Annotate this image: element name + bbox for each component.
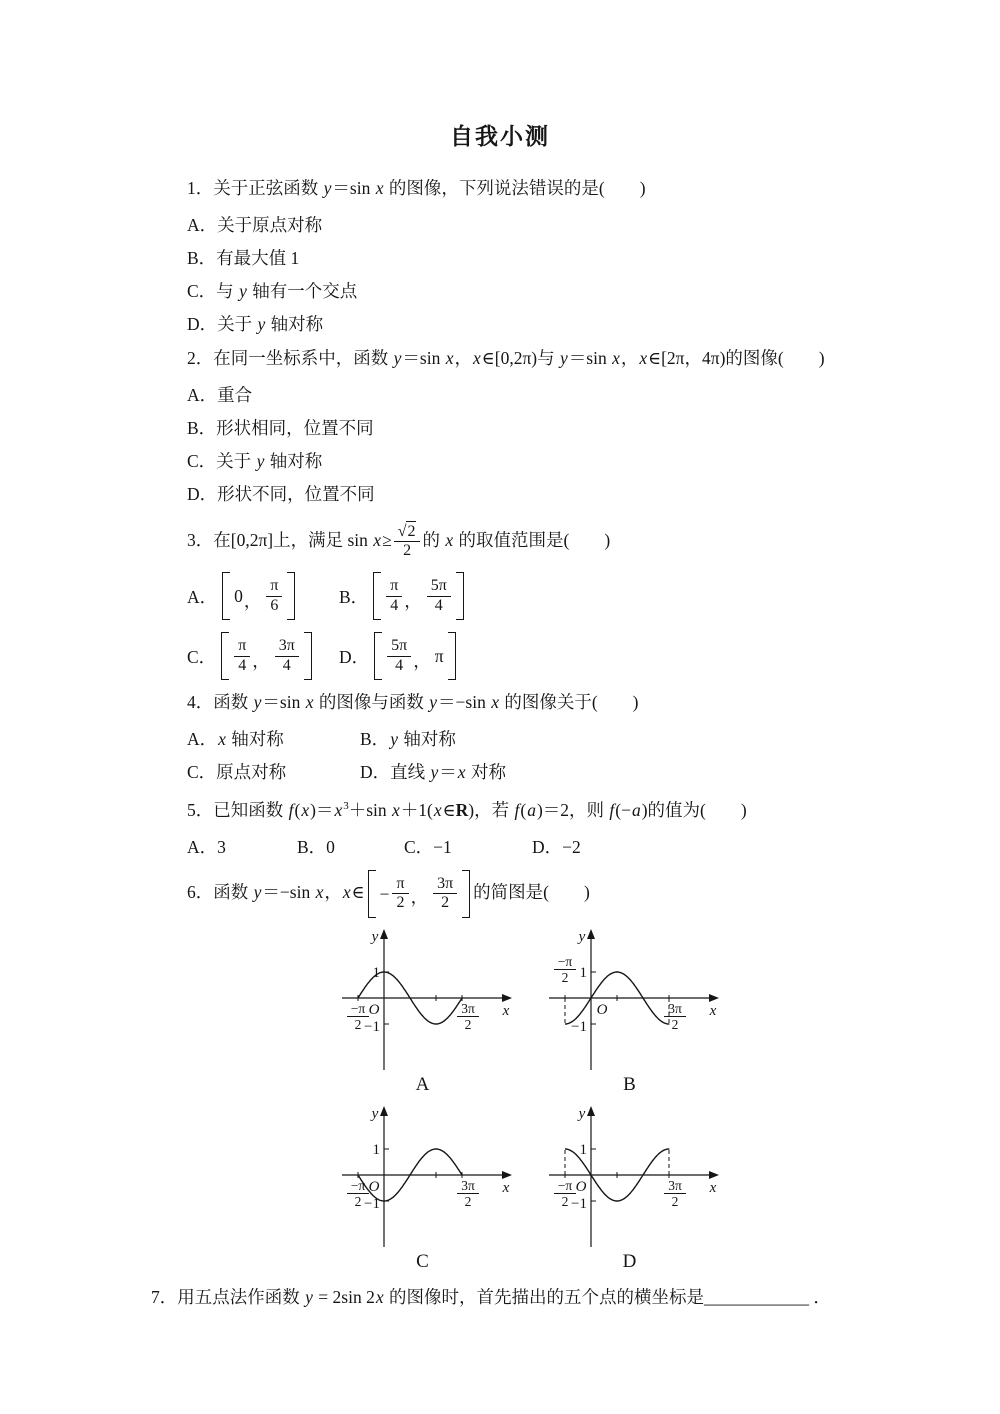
fraction: $\frac{5\pi}{4}$ bbox=[387, 638, 411, 675]
interval-3d: $\frac{5\pi}{4}$ ， π bbox=[374, 632, 455, 680]
option-3b: B． $\frac{\pi}{4}$ ， $\frac{5\pi}{4}$ bbox=[339, 572, 491, 620]
svg-text:1: 1 bbox=[579, 1141, 587, 1158]
fraction: $\frac{\pi}{6}$ bbox=[266, 578, 282, 615]
answer-blank: ____________ bbox=[703, 1286, 809, 1307]
right-bracket bbox=[448, 632, 456, 680]
svg-text:y: y bbox=[371, 928, 379, 945]
fraction: $\frac{3\pi}{4}$ bbox=[275, 638, 299, 675]
right-bracket bbox=[304, 632, 312, 680]
question-6-stem: 6．函数 y＝−sin x，x∈ − $\frac{\pi}{2}$ ， $\frac{3\pi}{2}$ 的简图是( ) bbox=[187, 870, 860, 918]
sqrt2-over-2-fraction: $\frac{√2}{2}$ bbox=[394, 524, 421, 561]
graph-c-label: C bbox=[416, 1250, 429, 1272]
right-bracket bbox=[287, 572, 295, 620]
svg-text:−1: −1 bbox=[571, 1195, 587, 1212]
svg-text:1: 1 bbox=[579, 964, 587, 981]
svg-text:x: x bbox=[502, 1002, 510, 1019]
question-4-stem: 4．函数 y＝sin x 的图像与函数 y＝−sin x 的图像关于( ) bbox=[187, 692, 639, 712]
option-3a: A． 0 ， $\frac{\pi}{6}$ bbox=[187, 572, 339, 620]
svg-text:O: O bbox=[368, 1178, 380, 1195]
option-1a: A．关于原点对称 bbox=[187, 215, 323, 235]
question-2-stem: 2．在同一坐标系中，函数 y＝sin x，x∈[0,2π)与 y＝sin x，x∈[2π，4π)的图像( ) bbox=[187, 348, 825, 368]
graph-a-label: A bbox=[415, 1073, 430, 1095]
svg-text:3π: 3π bbox=[461, 1000, 475, 1016]
left-bracket bbox=[221, 632, 229, 680]
fraction: $\frac{\pi}{4}$ bbox=[234, 638, 250, 675]
question-6-graph-grid bbox=[330, 924, 730, 1272]
option-1d: D．关于 y 轴对称 bbox=[187, 314, 324, 334]
question-3-options-row-2 bbox=[187, 629, 860, 683]
graph-option-c bbox=[330, 1101, 515, 1272]
option-4c: C．原点对称 bbox=[187, 762, 287, 782]
option-1c: C．与 y 轴有一个交点 bbox=[187, 281, 358, 301]
svg-text:−1: −1 bbox=[364, 1195, 380, 1212]
option-5b: B．0 bbox=[297, 836, 335, 857]
svg-text:O: O bbox=[368, 1001, 380, 1018]
fraction: $\frac{5\pi}{4}$ bbox=[427, 578, 451, 615]
svg-text:3π: 3π bbox=[461, 1177, 475, 1193]
svg-text:−π: −π bbox=[557, 953, 573, 969]
svg-text:y: y bbox=[578, 1105, 586, 1122]
graph-row-1 bbox=[330, 924, 730, 1095]
svg-text:2: 2 bbox=[561, 1193, 569, 1209]
fraction: $\frac{\pi}{2}$ bbox=[392, 876, 408, 913]
option-3c: C． $\frac{\pi}{4}$ ， $\frac{3\pi}{4}$ bbox=[187, 632, 339, 680]
svg-text:2: 2 bbox=[354, 1016, 362, 1032]
svg-text:2: 2 bbox=[354, 1193, 362, 1209]
graph-b-label: B bbox=[623, 1073, 636, 1095]
fraction: $\frac{\pi}{4}$ bbox=[386, 578, 402, 615]
svg-text:−π: −π bbox=[557, 1177, 573, 1193]
question-3-stem: 3．在[0,2π]上，满足 sin x≥ $\frac{√2}{2}$ 的 x 的取值范围是( ) bbox=[187, 522, 611, 560]
svg-text:2: 2 bbox=[671, 1016, 679, 1032]
interval-3b: $\frac{\pi}{4}$ ， $\frac{5\pi}{4}$ bbox=[373, 572, 464, 620]
graph-d-plot bbox=[537, 1101, 722, 1251]
svg-text:3π: 3π bbox=[668, 1177, 682, 1193]
left-bracket bbox=[373, 572, 381, 620]
right-bracket bbox=[456, 572, 464, 620]
option-4a: A．x 轴对称 bbox=[187, 729, 284, 749]
option-2c: C．关于 y 轴对称 bbox=[187, 451, 323, 471]
graph-a-plot bbox=[330, 924, 515, 1074]
svg-text:2: 2 bbox=[464, 1016, 472, 1032]
svg-text:2: 2 bbox=[464, 1193, 472, 1209]
svg-text:1: 1 bbox=[372, 964, 380, 981]
doc-title: 自我小测 bbox=[450, 123, 550, 149]
graph-d-label: D bbox=[622, 1250, 637, 1272]
interval-3a: 0 ， $\frac{\pi}{6}$ bbox=[222, 572, 295, 620]
graph-option-b bbox=[537, 924, 722, 1095]
question-1-stem: 1．关于正弦函数 y＝sin x 的图像，下列说法错误的是( ) bbox=[187, 178, 646, 198]
left-bracket bbox=[374, 632, 382, 680]
svg-text:2: 2 bbox=[671, 1193, 679, 1209]
question-3-options-row-1 bbox=[187, 569, 860, 623]
graph-option-d bbox=[537, 1101, 722, 1272]
option-2a: A．重合 bbox=[187, 385, 253, 405]
svg-text:y: y bbox=[371, 1105, 379, 1122]
svg-text:2: 2 bbox=[561, 969, 569, 985]
question-5-stem: 5．已知函数 $f(x)=x^3+\sin$ x＋1(x∈R)，若 f(a)＝2，则 f(−a)的值为( ) bbox=[187, 799, 747, 820]
svg-text:O: O bbox=[596, 1001, 608, 1018]
svg-text:O: O bbox=[575, 1178, 587, 1195]
option-2b: B．形状相同，位置不同 bbox=[187, 418, 374, 438]
graph-option-a bbox=[330, 924, 515, 1095]
graph-c-plot bbox=[330, 1101, 515, 1251]
svg-text:1: 1 bbox=[372, 1141, 380, 1158]
interval-3c: $\frac{\pi}{4}$ ， $\frac{3\pi}{4}$ bbox=[221, 632, 312, 680]
option-5c: C．−1 bbox=[404, 836, 452, 857]
graph-row-2 bbox=[330, 1101, 730, 1272]
question-4-options-row-1 bbox=[187, 729, 860, 750]
document-content bbox=[0, 151, 1000, 1309]
question-7-stem: 7．用五点法作函数 y = 2sin 2x 的图像时，首先描出的五个点的横坐标是____________ ． bbox=[151, 1286, 831, 1307]
option-2d: D．形状不同，位置不同 bbox=[187, 484, 375, 504]
option-1b: B．有最大值 1 bbox=[187, 248, 300, 268]
option-4d: D．直线 y＝x 对称 bbox=[360, 762, 506, 782]
svg-text:−π: −π bbox=[350, 1000, 366, 1016]
interval-q6: − $\frac{\pi}{2}$ ， $\frac{3\pi}{2}$ bbox=[368, 870, 471, 918]
question-5-options bbox=[187, 837, 860, 858]
left-bracket bbox=[368, 870, 376, 918]
left-bracket bbox=[222, 572, 230, 620]
right-bracket bbox=[462, 870, 470, 918]
svg-text:x: x bbox=[502, 1179, 510, 1196]
option-5a: A．3 bbox=[187, 836, 226, 857]
svg-text:3π: 3π bbox=[668, 1000, 682, 1016]
svg-text:−1: −1 bbox=[364, 1018, 380, 1035]
question-4-options-row-2 bbox=[187, 762, 860, 783]
graph-b-plot bbox=[537, 924, 722, 1074]
option-3d: D． $\frac{5\pi}{4}$ ， π bbox=[339, 632, 491, 680]
svg-text:x: x bbox=[709, 1002, 717, 1019]
option-4b: B．y 轴对称 bbox=[360, 729, 456, 749]
svg-text:−π: −π bbox=[350, 1177, 366, 1193]
option-5d: D．−2 bbox=[532, 836, 581, 857]
fraction: $\frac{3\pi}{2}$ bbox=[433, 876, 457, 913]
svg-text:−1: −1 bbox=[571, 1018, 587, 1035]
svg-text:x: x bbox=[709, 1179, 717, 1196]
svg-text:y: y bbox=[578, 928, 586, 945]
